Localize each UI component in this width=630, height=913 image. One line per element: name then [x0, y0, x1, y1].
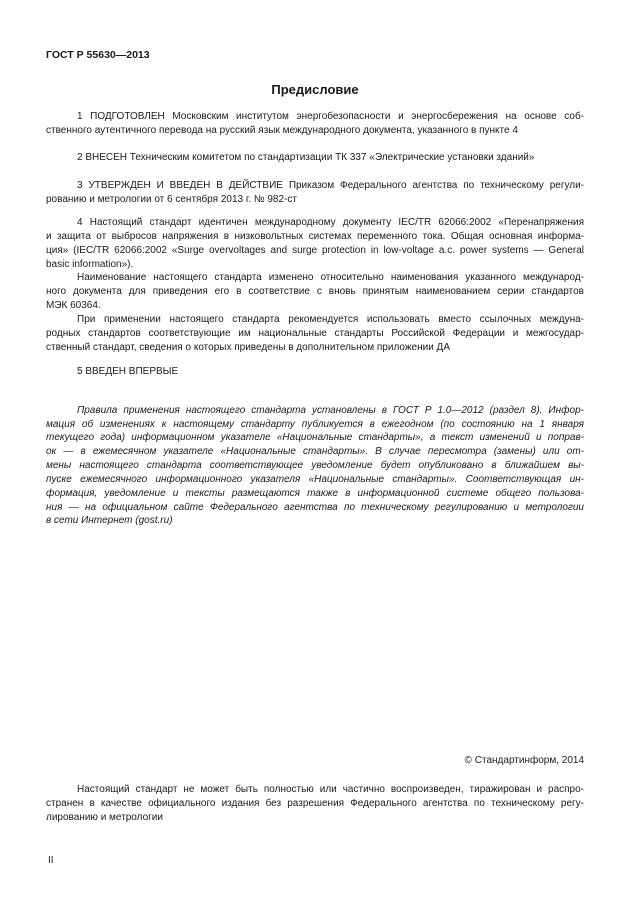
- notice-line: формация, уведомление и тексты размещаются также в информационной системе общего пользова-: [46, 488, 584, 499]
- paragraph-line: ственный стандарт, сведения о которых приведены в дополнительном приложении ДА: [46, 342, 451, 353]
- paragraph-line: basic information»).: [46, 259, 134, 270]
- paragraph-line: МЭК 60364.: [46, 300, 101, 311]
- copyright: © Стандартинформ, 2014: [464, 755, 584, 766]
- paragraph-line: 1 ПОДГОТОВЛЕН Московским институтом энергобезопасности и энергосбережения на основе соб-: [77, 111, 584, 122]
- reproduction-line: странен в качестве официального издания без разрешения Федерального агентства по техническому регу-: [46, 798, 584, 809]
- reproduction-line: Настоящий стандарт не может быть полностью или частично воспроизведен, тиражирован и распро-: [77, 784, 584, 795]
- notice-line: мены настоящего стандарта соответствующее уведомление будет опубликовано в ближайшем вы-: [46, 460, 584, 471]
- paragraph-line: 4 Настоящий стандарт идентичен международному документу IEC/TR 62066:2002 «Перенапряжения: [77, 217, 584, 228]
- notice-line: в сети Интернет (gost.ru): [46, 515, 173, 526]
- paragraph-line: Наименование настоящего стандарта изменено относительно наименования указанного международ-: [77, 272, 584, 283]
- notice-line: мация об изменениях к настоящему стандарту публикуется в ежегодном (по состоянию на 1 января: [46, 419, 584, 430]
- paragraph-line: 2 ВНЕСЕН Техническим комитетом по стандартизации ТК 337 «Электрические установки зданий»: [77, 152, 535, 163]
- notice-line: текущего года) информационном указателе «Национальные стандарты», а текст изменений и поправ-: [46, 432, 584, 443]
- notice-line: ок — в ежемесячном указателе «Национальные стандарты». В случае пересмотра (замены) или от-: [46, 446, 584, 457]
- paragraph-line: 3 УТВЕРЖДЕН И ВВЕДЕН В ДЕЙСТВИЕ Приказом Федерального агентства по техническому регули-: [77, 180, 584, 191]
- paragraph-line: и защита от выбросов напряжения в низковольтных системах переменного тока. Общая основная информа-: [46, 231, 584, 242]
- paragraph-line: рованию и метрологии от 6 сентября 2013 г. № 982-ст: [46, 194, 297, 205]
- page-number: II: [48, 855, 54, 866]
- page-title: Предисловие: [271, 82, 359, 97]
- paragraph-line: родных стандартов соответствующие им национальные стандарты Российской Федерации и межгосудар-: [46, 328, 584, 339]
- paragraph-line: 5 ВВЕДЕН ВПЕРВЫЕ: [77, 366, 179, 377]
- reproduction-line: лированию и метрологии: [46, 812, 163, 823]
- notice-line: Правила применения настоящего стандарта установлены в ГОСТ Р 1.0—2012 (раздел 8). Инфор-: [77, 405, 584, 416]
- notice-line: пуске ежемесячного информационного указателя «Национальные стандарты». Соответствующая ин-: [46, 474, 584, 485]
- paragraph-line: ственного аутентичного перевода на русский язык международного документа, указанного в пункте 4: [46, 125, 518, 136]
- document-header: ГОСТ Р 55630—2013: [46, 49, 150, 61]
- paragraph-line: ция» (IEC/TR 62066:2002 «Surge overvoltages and surge protection in low-voltage a.c. power systems — General: [46, 245, 584, 256]
- paragraph-line: ного документа для приведения его в соответствие с вновь принятым наименованием серии стандартов: [46, 286, 584, 297]
- notice-line: ния — на официальном сайте Федерального агентства по техническому регулированию и метрологии: [46, 502, 584, 513]
- paragraph-line: При применении настоящего стандарта рекомендуется использовать вместо ссылочных междуна-: [77, 314, 584, 325]
